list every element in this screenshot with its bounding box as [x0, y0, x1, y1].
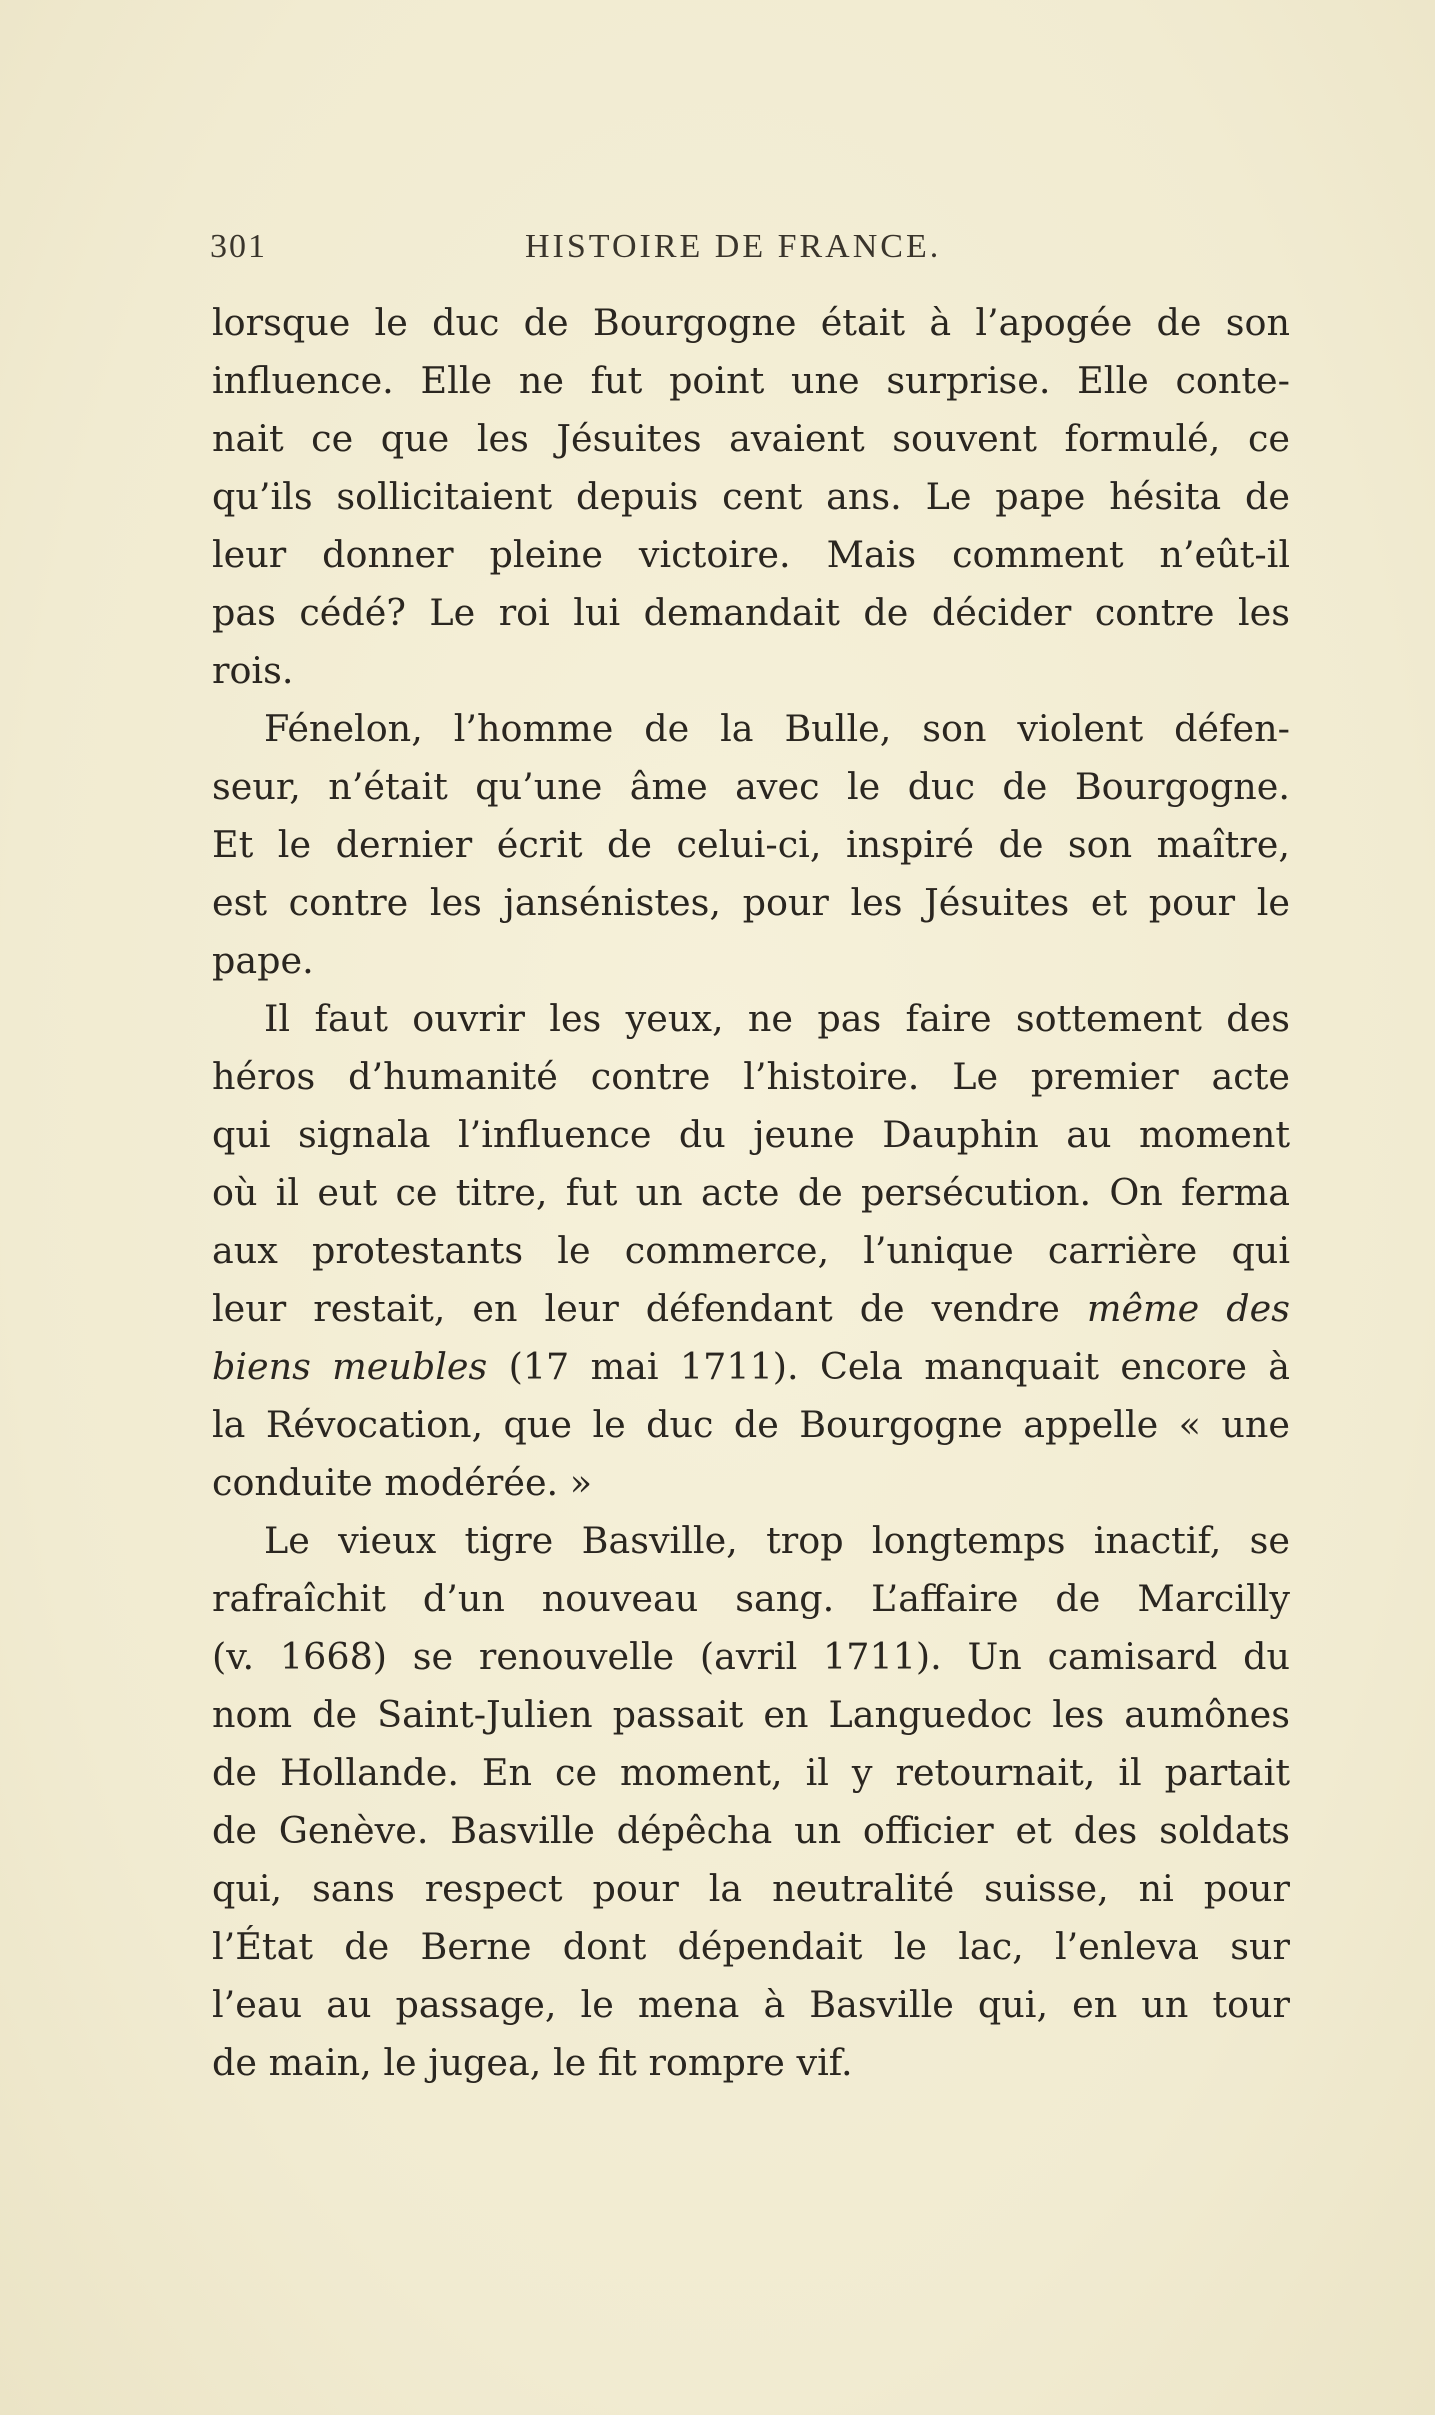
text-line: est contre les jansénistes, pour les Jésuites et pour le	[212, 881, 1290, 924]
text-line	[212, 1338, 1290, 1396]
text-line: où il eut ce titre, fut un acte de persécution. On ferma	[212, 1171, 1290, 1214]
text-line: l’eau au passage, le mena à Basville qui, en un tour	[212, 1983, 1290, 2026]
text-line: de Genève. Basville dépêcha un officier et des soldats	[212, 1809, 1290, 1852]
text-line: de main, le jugea, le fit rompre vif.	[212, 2041, 853, 2084]
text-line: pape.	[212, 939, 314, 982]
text-line: qui signala l’influence du jeune Dauphin au moment	[212, 1113, 1290, 1156]
running-head: HISTOIRE DE FRANCE.	[525, 228, 942, 265]
text-fragment: (17 mai 1711). Cela manquait encore à	[487, 1345, 1290, 1388]
page-header	[210, 228, 1290, 278]
italic-text: même des	[1086, 1287, 1290, 1330]
text-line: conduite modérée. »	[212, 1461, 593, 1504]
text-line: nom de Saint-Julien passait en Languedoc les aumônes	[212, 1693, 1290, 1736]
text-line: qu’ils sollicitaient depuis cent ans. Le pape hésita de	[212, 475, 1290, 518]
text-line: Et le dernier écrit de celui-ci, inspiré de son maître,	[212, 823, 1290, 866]
text-line: l’État de Berne dont dépendait le lac, l’enleva sur	[212, 1925, 1290, 1968]
text-line: Fénelon, l’homme de la Bulle, son violent défen-	[264, 707, 1290, 750]
text-fragment: leur restait, en leur défendant de vendre	[212, 1287, 1087, 1330]
page-number: 301	[210, 228, 267, 265]
text-line: aux protestants le commerce, l’unique carrière qui	[212, 1229, 1290, 1272]
text-line: leur donner pleine victoire. Mais comment n’eût-il	[212, 533, 1290, 576]
text-line: héros d’humanité contre l’histoire. Le premier acte	[212, 1055, 1290, 1098]
text-line: rafraîchit d’un nouveau sang. L’affaire de Marcilly	[212, 1577, 1290, 1620]
body-text	[212, 294, 1290, 2092]
text-line: la Révocation, que le duc de Bourgogne appelle « une	[212, 1403, 1290, 1446]
text-line: lorsque le duc de Bourgogne était à l’apogée de son	[212, 301, 1290, 344]
text-line: rois.	[212, 649, 294, 692]
text-line	[212, 1280, 1290, 1338]
text-line: seur, n’était qu’une âme avec le duc de Bourgogne.	[212, 765, 1290, 808]
text-line: Le vieux tigre Basville, trop longtemps inactif, se	[264, 1519, 1290, 1562]
italic-text: biens meubles	[212, 1345, 488, 1388]
text-line: influence. Elle ne fut point une surprise. Elle conte-	[212, 359, 1290, 402]
text-line: Il faut ouvrir les yeux, ne pas faire sottement des	[264, 997, 1290, 1040]
text-line: pas cédé? Le roi lui demandait de décider contre les	[212, 591, 1290, 634]
text-line: (v. 1668) se renouvelle (avril 1711). Un camisard du	[212, 1635, 1290, 1678]
text-line: qui, sans respect pour la neutralité suisse, ni pour	[212, 1867, 1290, 1910]
text-line: de Hollande. En ce moment, il y retournait, il partait	[212, 1751, 1290, 1794]
text-line: nait ce que les Jésuites avaient souvent formulé, ce	[212, 417, 1290, 460]
